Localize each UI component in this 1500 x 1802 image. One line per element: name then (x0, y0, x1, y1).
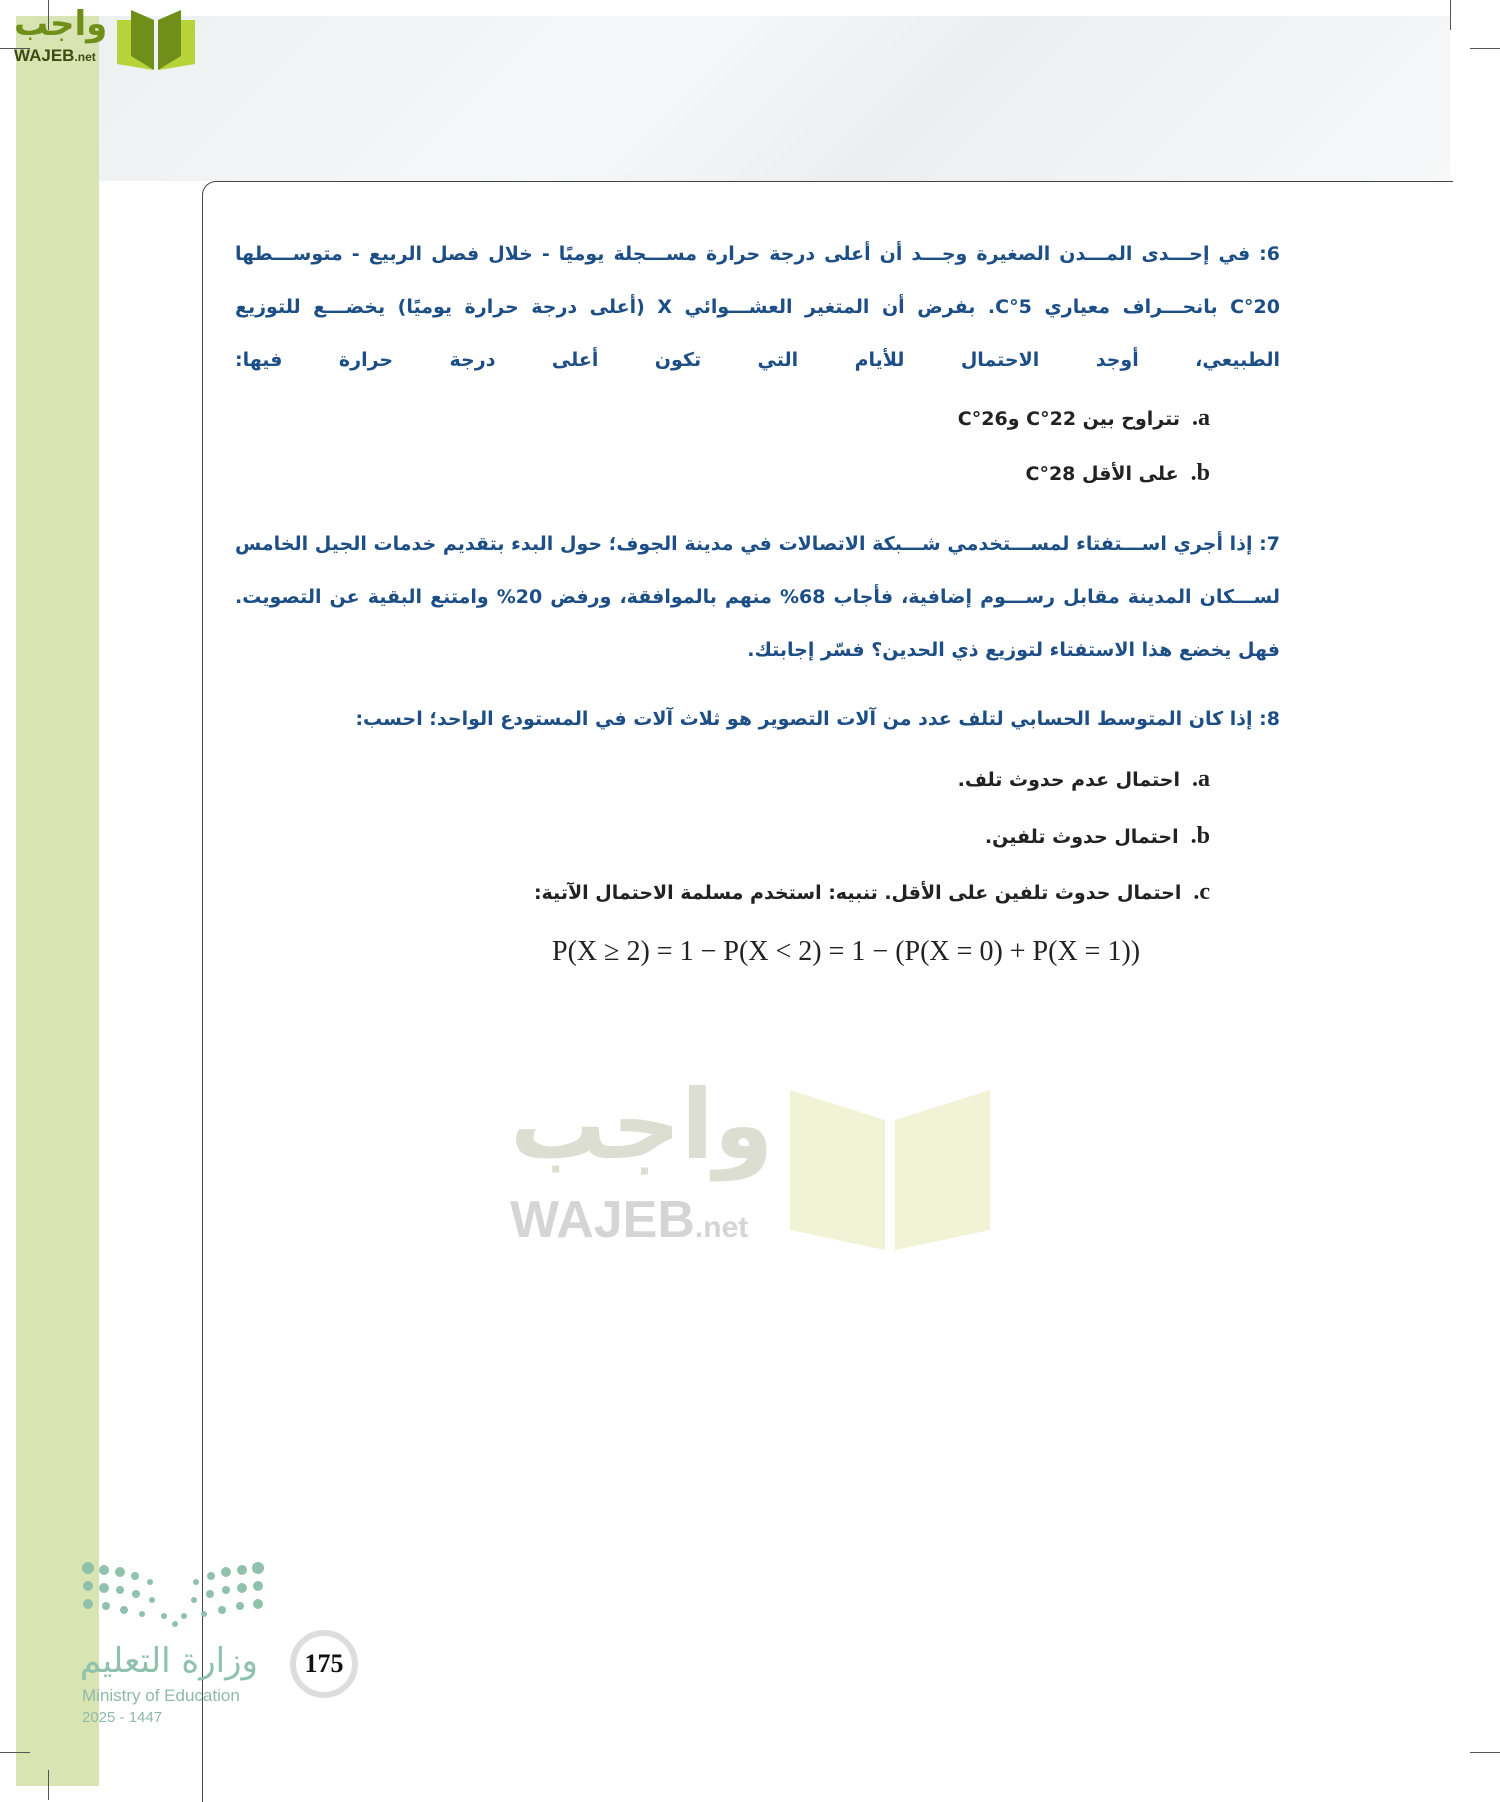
question-8: 8: إذا كان المتوسط الحسابي لتلف عدد من آلات التصوير هو ثلاث آلات في المستودع الواحد؛ احسب: (355, 708, 1280, 730)
header-band (99, 16, 1450, 181)
crop-mark (48, 1770, 49, 1800)
crop-mark (1470, 1752, 1500, 1753)
probability-formula: P(X ≥ 2) = 1 − P(X < 2) = 1 − (P(X = 0) + P(X = 1)) (552, 936, 1141, 967)
wajeb-logo[interactable] (10, 4, 190, 66)
q6-item-b: b.على الأقل 28°C (1025, 460, 1210, 486)
q8-item-c: c.احتمال حدوث تلفين على الأقل. تنبيه: استخدم مسلمة الاحتمال الآتية: (533, 879, 1210, 905)
crop-mark (1450, 0, 1451, 30)
q8-item-a: a.احتمال عدم حدوث تلف. (957, 766, 1210, 792)
question-6: 6: في إحـــدى المـــدن الصغيرة وجـــد أن أعلى درجة حرارة مســـجلة يوميًا - خلال فصل الربيع - متوســـطها 20°C بانحـــراف معياري 5°C. بفرض أن المتغير العشـــوائي X (أعلى درجة حرارة يوميًا) يخضـــع للتوزيع الطبيعي، أوجد الاحتمال للأيام التي تكون أعلى درجة حرارة فيها: (235, 243, 1280, 371)
edition-year: 2025 - 1447 (82, 1709, 163, 1726)
logo-arabic: واجب (14, 4, 108, 44)
watermark-arabic: واجب (510, 1069, 774, 1181)
logo-latin: WAJEB.net (14, 46, 96, 65)
ministry-name-ar: وزارة التعليم (80, 1641, 258, 1681)
crop-mark (1470, 48, 1500, 49)
ministry-name-en: Ministry of Education (82, 1686, 240, 1705)
watermark-latin: WAJEB.net (510, 1191, 749, 1249)
book-icon (115, 8, 197, 70)
question-7: 7: إذا أجري اســـتفتاء لمســـتخدمي شـــبكة الاتصالات في مدينة الجوف؛ حول البدء بتقديم خدمات الجيل الخامس لســـكان المدينة مقابل رســـوم إضافية، فأجاب 68% منهم بالموافقة، ورفض 20% وامتنع البقية عن التصويت. فهل يخضع هذا الاستفتاء لتوزيع ذي الحدين؟ فسّر إجابتك. (235, 533, 1280, 661)
q6-item-a: a.تتراوح بين 22°C و26°C (957, 405, 1210, 431)
ministry-logo (80, 1560, 280, 1730)
q8-item-b: b.احتمال حدوث تلفين. (984, 823, 1210, 849)
crop-mark (0, 1752, 30, 1753)
page-number: 175 (290, 1630, 358, 1698)
content-box (202, 181, 1453, 1802)
ministry-dots-icon (80, 1560, 270, 1640)
side-strip (16, 16, 99, 1786)
